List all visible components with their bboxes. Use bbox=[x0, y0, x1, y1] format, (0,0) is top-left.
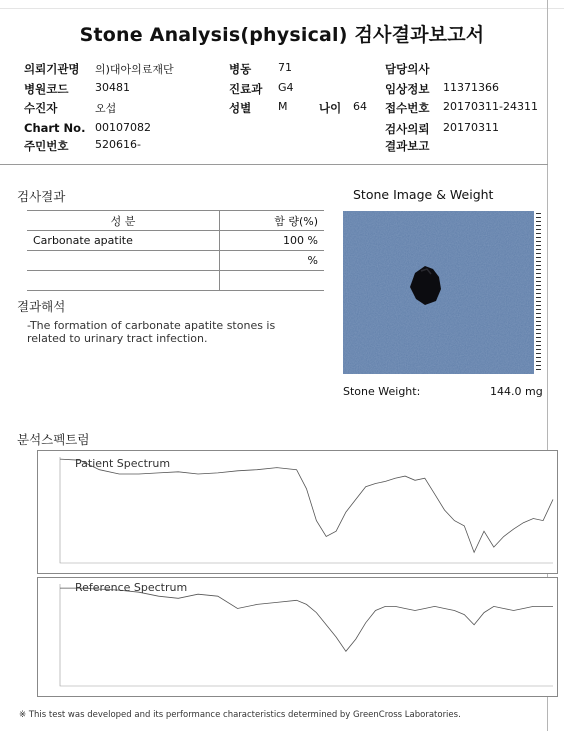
reference-spectrum-chart bbox=[37, 577, 558, 697]
top-bar bbox=[0, 0, 564, 9]
clinical-info-value: 11371366 bbox=[443, 81, 499, 94]
component-cell: Carbonate apatite bbox=[27, 231, 220, 251]
department-label: 진료과 bbox=[229, 82, 263, 96]
page-title: Stone Analysis(physical) 검사결과보고서 bbox=[79, 24, 485, 46]
request-date-value: 20170311 bbox=[443, 121, 499, 134]
department-value: G4 bbox=[278, 81, 294, 94]
ward-label: 병동 bbox=[229, 62, 252, 76]
hospital-code-label: 병원코드 bbox=[24, 82, 69, 96]
age-value: 64 bbox=[353, 100, 367, 113]
axis-line bbox=[60, 457, 553, 563]
institution-value: 의)대아의료재단 bbox=[95, 63, 174, 76]
stone-icon bbox=[343, 211, 534, 374]
report-label: 결과보고 bbox=[385, 139, 430, 153]
table-row bbox=[27, 231, 324, 251]
spectrum-line bbox=[60, 588, 553, 651]
patient-name-label: 수진자 bbox=[24, 101, 58, 115]
doctor-label: 담당의사 bbox=[385, 62, 430, 76]
reference-spectrum-label: Reference Spectrum bbox=[75, 581, 188, 594]
results-heading: 검사결과 bbox=[17, 189, 66, 204]
results-table bbox=[27, 210, 324, 291]
content-cell: 100 % bbox=[220, 231, 325, 251]
request-date-label: 검사의뢰 bbox=[385, 122, 430, 136]
table-row bbox=[27, 271, 324, 291]
interpretation-line: -The formation of carbonate apatite stones is bbox=[27, 319, 276, 332]
sex-value: M bbox=[278, 100, 288, 113]
footer-note: ※ This test was developed and its performance characteristics determined by GreenCross Laboratories. bbox=[19, 710, 461, 720]
component-cell bbox=[27, 271, 220, 291]
ward-value: 71 bbox=[278, 61, 292, 74]
resident-no-label: 주민번호 bbox=[24, 139, 69, 153]
col-component-header: 성 분 bbox=[27, 211, 220, 231]
stone-heading: Stone Image & Weight bbox=[353, 187, 494, 202]
resident-no-value: 520616- bbox=[95, 138, 141, 151]
interpretation-heading: 결과해석 bbox=[17, 299, 66, 314]
col-content-header: 함 량(%) bbox=[220, 211, 325, 231]
interpretation-text bbox=[27, 319, 275, 345]
receipt-no-value: 20170311-24311 bbox=[443, 100, 538, 113]
hospital-code-value: 30481 bbox=[95, 81, 130, 94]
scale-ruler bbox=[536, 213, 541, 371]
patient-spectrum-label: Patient Spectrum bbox=[75, 457, 171, 470]
reference-spectrum-svg bbox=[38, 578, 557, 696]
institution-label: 의뢰기관명 bbox=[24, 62, 80, 76]
stone-weight-value: 144.0 mg bbox=[490, 385, 543, 398]
content-cell: % bbox=[220, 251, 325, 271]
stone-weight-label: Stone Weight: bbox=[343, 385, 421, 398]
component-cell bbox=[27, 251, 220, 271]
receipt-no-label: 접수번호 bbox=[385, 101, 430, 115]
patient-name-value: 오섭 bbox=[95, 102, 117, 115]
clinical-info-label: 임상정보 bbox=[385, 82, 430, 96]
age-label: 나이 bbox=[319, 101, 342, 115]
chart-no-value: 00107082 bbox=[95, 121, 151, 134]
chart-no-label: Chart No. bbox=[24, 121, 86, 135]
spectrum-heading: 분석스펙트럼 bbox=[17, 432, 90, 447]
content-cell bbox=[220, 271, 325, 291]
sex-label: 성별 bbox=[229, 101, 252, 115]
header-divider bbox=[0, 164, 548, 165]
table-row bbox=[27, 251, 324, 271]
stone-photo bbox=[343, 211, 534, 374]
interpretation-line: related to urinary tract infection. bbox=[27, 332, 208, 345]
spectrum-line bbox=[60, 459, 553, 552]
axis-line bbox=[60, 584, 553, 686]
